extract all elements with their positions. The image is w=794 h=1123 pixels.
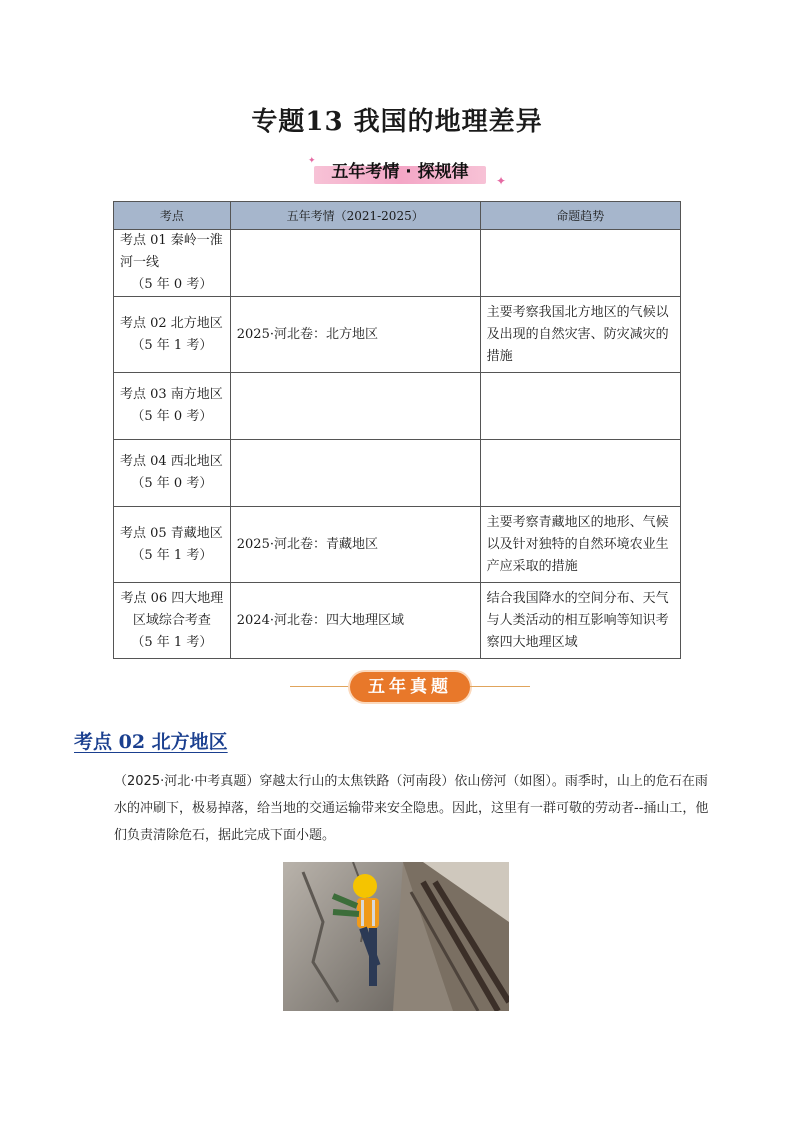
table-row bbox=[114, 583, 681, 659]
exam-cell bbox=[230, 230, 480, 297]
point-count: （5 年 0 考） bbox=[131, 476, 213, 491]
banner-label: 五年考情 · 探规律 bbox=[331, 162, 469, 182]
point-count: （5 年 1 考） bbox=[131, 547, 213, 563]
section-divider bbox=[290, 670, 530, 704]
point-label: 考点 05 青藏地区 bbox=[120, 525, 223, 541]
worker-on-cliff-photo bbox=[283, 862, 509, 1011]
point-cell bbox=[114, 297, 231, 373]
point-cell bbox=[114, 440, 231, 507]
point-label: 考点 03 南方地区 bbox=[120, 387, 223, 402]
header-trend: 命题趋势 bbox=[480, 202, 680, 230]
section-heading: 考点 02 北方地区 bbox=[74, 731, 228, 753]
point-count: （5 年 0 考） bbox=[131, 409, 213, 424]
sparkle-icon: ✦ bbox=[496, 174, 507, 188]
question-text: （2025·河北·中考真题）穿越太行山的太焦铁路（河南段）依山傍河（如图）。雨季时，山上的危石在雨水的冲刷下，极易掉落，给当地的交通运输带来安全隐患。因此，这里有一群可敬的劳动者--捅山工，他们负责清除危石，据此完成下面小题。 bbox=[114, 774, 709, 843]
page-title: 专题13 我国的地理差异 bbox=[251, 107, 543, 137]
point-count: （5 年 1 考） bbox=[131, 634, 213, 650]
header-point: 考点 bbox=[114, 202, 231, 230]
table-header-row bbox=[114, 202, 681, 230]
table-row bbox=[114, 507, 681, 583]
exam-summary-table bbox=[113, 201, 681, 659]
divider-line-left bbox=[290, 686, 350, 687]
point-label: 考点 06 四大地理区域综合考查 bbox=[120, 590, 224, 628]
exam-cell: 2025·河北卷：北方地区 bbox=[230, 297, 480, 373]
point-cell bbox=[114, 507, 231, 583]
trend-cell: 主要考察我国北方地区的气候以及出现的自然灾害、防灾减灾的措施 bbox=[480, 297, 680, 373]
point-count: （5 年 0 考） bbox=[131, 277, 213, 292]
point-label: 考点 02 北方地区 bbox=[120, 315, 223, 331]
table-row bbox=[114, 440, 681, 507]
point-count: （5 年 1 考） bbox=[131, 337, 213, 353]
point-label: 考点 01 秦岭一淮河一线 bbox=[120, 233, 223, 270]
exam-cell: 2024·河北卷：四大地理区域 bbox=[230, 583, 480, 659]
trend-cell bbox=[480, 440, 680, 507]
header-exam: 五年考情（2021-2025） bbox=[230, 202, 480, 230]
photo-illustration bbox=[283, 862, 509, 1011]
table-row bbox=[114, 297, 681, 373]
point-cell bbox=[114, 373, 231, 440]
exam-cell: 2025·河北卷：青藏地区 bbox=[230, 507, 480, 583]
point-label: 考点 04 西北地区 bbox=[120, 454, 223, 469]
section-banner bbox=[300, 152, 507, 192]
trend-cell: 结合我国降水的空间分布、天气与人类活动的相互影响等知识考察四大地理区域 bbox=[480, 583, 680, 659]
point-cell bbox=[114, 230, 231, 297]
point-cell bbox=[114, 583, 231, 659]
trend-cell bbox=[480, 373, 680, 440]
exam-cell bbox=[230, 440, 480, 507]
divider-label: 五年真题 bbox=[350, 672, 470, 702]
divider-line-right bbox=[470, 686, 530, 687]
exam-cell bbox=[230, 373, 480, 440]
trend-cell bbox=[480, 230, 680, 297]
trend-cell: 主要考察青藏地区的地形、气候以及针对独特的自然环境农业生产应采取的措施 bbox=[480, 507, 680, 583]
table-row bbox=[114, 373, 681, 440]
question-paragraph bbox=[90, 768, 720, 849]
table-row bbox=[114, 230, 681, 297]
sparkle-icon: ✦ bbox=[308, 156, 316, 166]
